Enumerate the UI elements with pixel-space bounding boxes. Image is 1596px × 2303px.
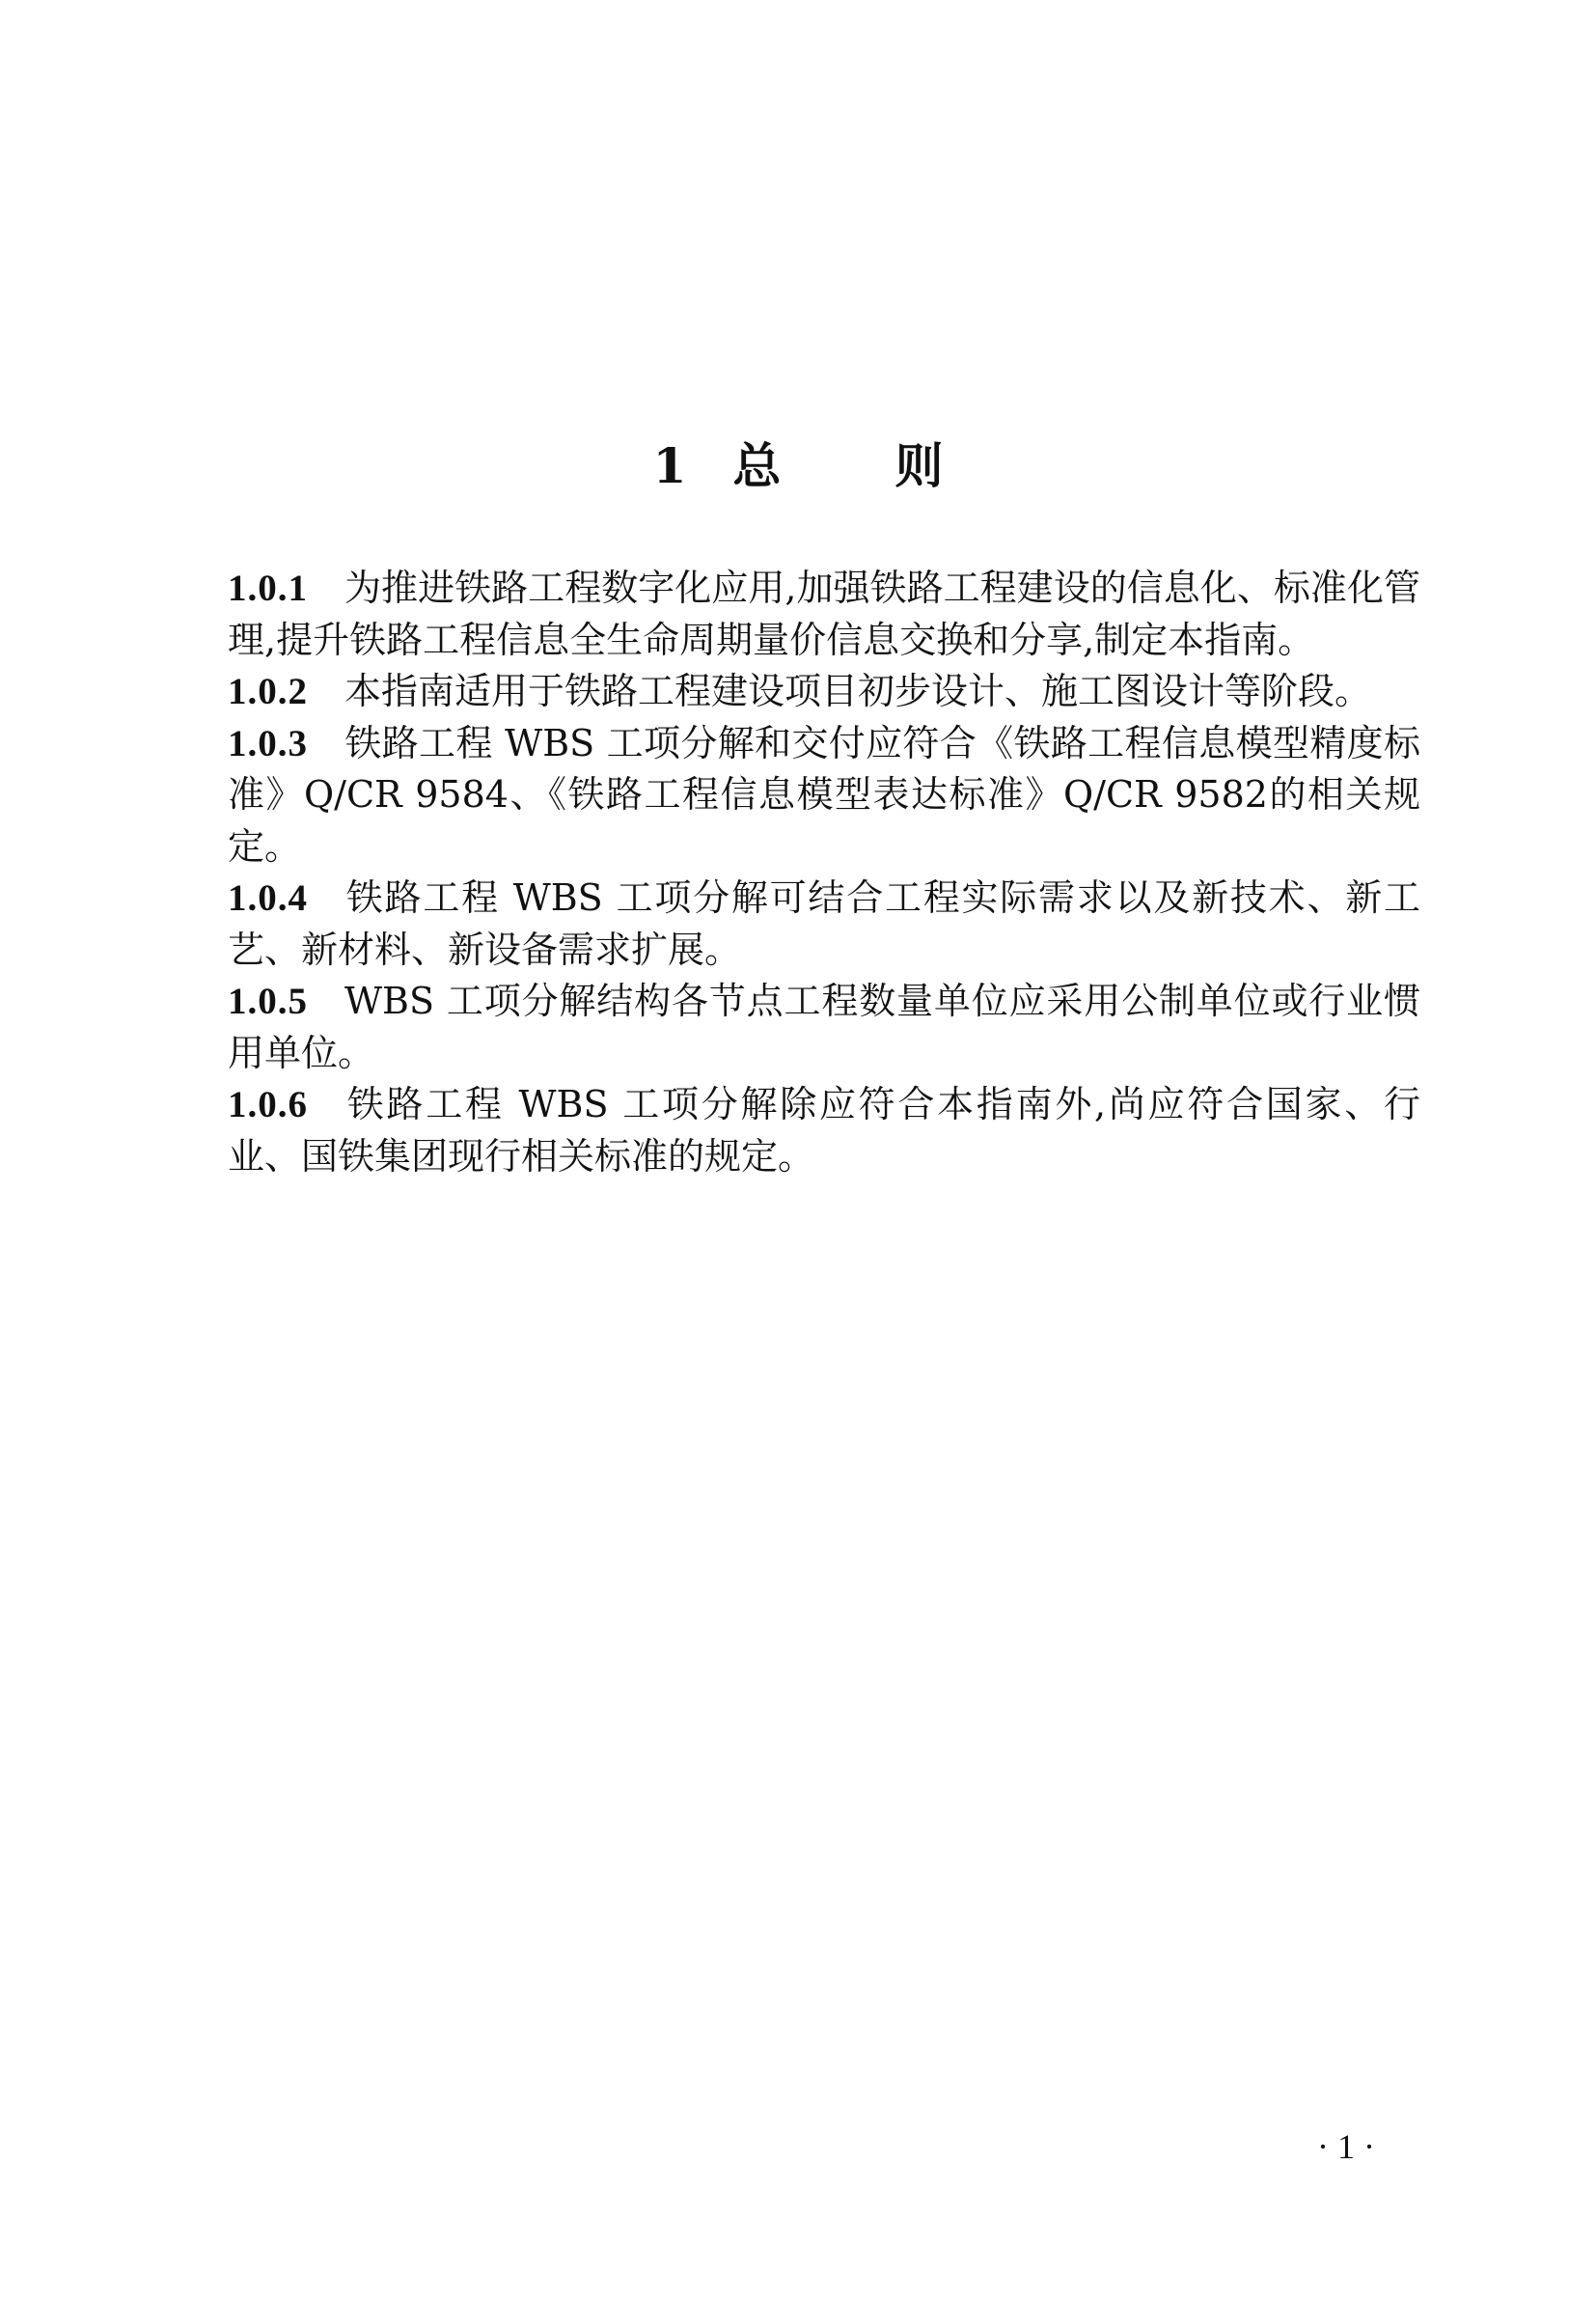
page-number: · 1 · <box>1317 2127 1375 2166</box>
clause-list <box>228 563 1420 1182</box>
clause-number: 1.0.3 <box>228 722 308 764</box>
clause <box>228 718 1420 874</box>
clause <box>228 976 1420 1079</box>
clause-text: 为推进铁路工程数字化应用,加强铁路工程建设的信息化、标准化管理,提升铁路工程信息全生命周期量价信息交换和分享,制定本指南。 <box>228 567 1420 661</box>
clause-text: 铁路工程 WBS 工项分解除应符合本指南外,尚应符合国家、行业、国铁集团现行相关标准的规定。 <box>228 1083 1420 1178</box>
clause <box>228 563 1420 666</box>
clause-number: 1.0.1 <box>228 568 308 609</box>
clause-number: 1.0.4 <box>228 877 308 919</box>
clause-number: 1.0.2 <box>228 671 308 712</box>
clause-text: 铁路工程 WBS 工项分解可结合工程实际需求以及新技术、新工艺、新材料、新设备需求扩展。 <box>228 876 1420 971</box>
clause <box>228 1079 1420 1182</box>
chapter-number: 1 <box>652 437 687 494</box>
chapter-heading: 总则 <box>732 437 1058 494</box>
chapter-title <box>0 432 1596 500</box>
clause-number: 1.0.6 <box>228 1084 308 1125</box>
clause-text: WBS 工项分解结构各节点工程数量单位应采用公制单位或行业惯用单位。 <box>228 980 1420 1074</box>
clause-number: 1.0.5 <box>228 981 308 1022</box>
clause-text: 铁路工程 WBS 工项分解和交付应符合《铁路工程信息模型精度标准》Q/CR 9584、《铁路工程信息模型表达标准》Q/CR 9582的相关规定。 <box>228 721 1420 868</box>
clause-text: 本指南适用于铁路工程建设项目初步设计、施工图设计等阶段。 <box>344 670 1372 712</box>
clause <box>228 873 1420 976</box>
clause <box>228 666 1420 718</box>
